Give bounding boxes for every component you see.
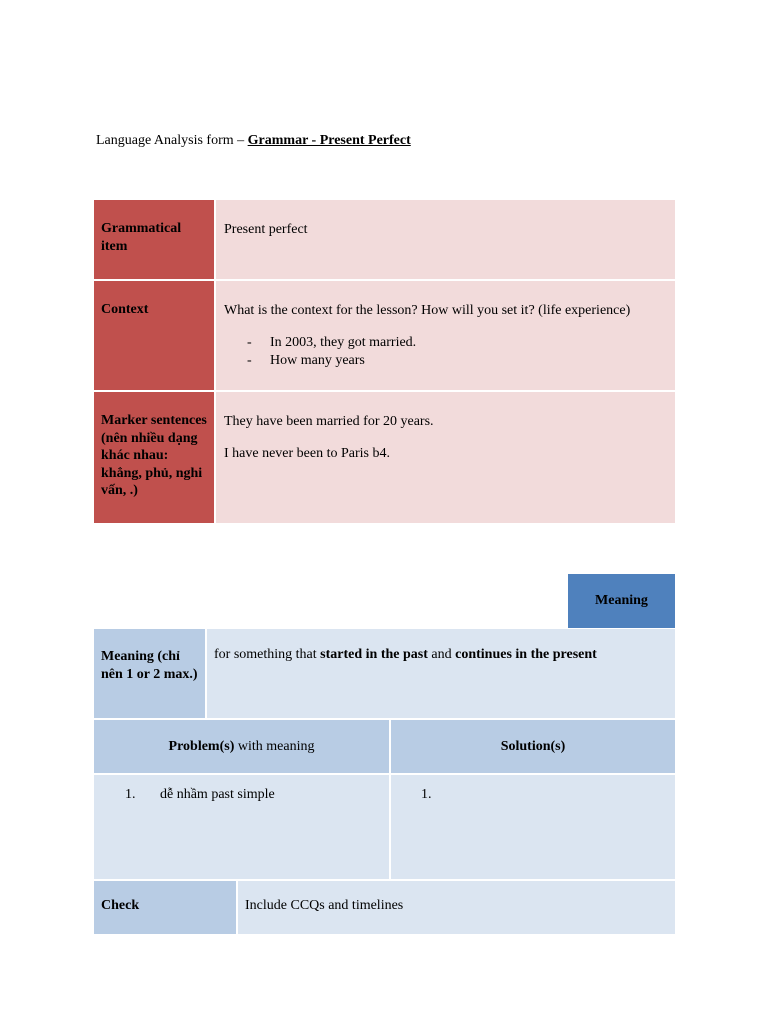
solutions-header (391, 720, 675, 773)
meaning-header (568, 574, 675, 628)
solutions-header-text: Solution(s) (500, 738, 566, 754)
context-label (94, 281, 214, 390)
meaning-text: for something that (214, 647, 321, 662)
form-title-emphasis: Grammar - Present Perfect (247, 133, 411, 148)
marker-sentence: They have been married for 20 years. (224, 414, 434, 429)
meaning-label-text: Meaning (chỉ nên 1 or 2 max.) (101, 649, 198, 682)
meaning-text: and (427, 647, 456, 662)
problem-item-text: dễ nhầm past simple (160, 787, 275, 802)
context-cell (216, 281, 675, 390)
meaning-bold-text: continues in the present (455, 647, 597, 662)
check-value: Include CCQs and timelines (245, 898, 404, 913)
form-title-prefix: Language Analysis form – (96, 133, 248, 148)
grammatical-item-value: Present perfect (224, 222, 308, 237)
check-cell (238, 881, 675, 934)
meaning-bold-text: started in the past (320, 647, 428, 662)
meaning-label (94, 629, 205, 718)
context-bullet-list (224, 334, 667, 370)
problem-item-number: 1. (125, 787, 136, 802)
context-question: What is the context for the lesson? How will you set it? (life experience) (224, 303, 631, 318)
marker-sentence: I have never been to Paris b4. (224, 446, 390, 461)
check-label (94, 881, 236, 934)
context-bullet: - How many years (224, 352, 667, 370)
solution-item-number: 1. (421, 787, 432, 802)
context-label-text: Context (101, 302, 149, 317)
problems-header-rest: with meaning (234, 738, 315, 754)
context-bullet: - In 2003, they got married. (224, 334, 667, 352)
marker-sentences-label (94, 392, 214, 523)
grammatical-item-label-text: Grammatical item (101, 221, 182, 254)
solutions-cell (391, 775, 675, 879)
check-label-text: Check (101, 898, 140, 913)
problems-header-bold: Problem(s) (168, 738, 235, 754)
grammatical-item-label (94, 200, 214, 279)
marker-sentences-label-text: Marker sentences (nên nhiều dạng khác nhau: khẳng, phủ, nghi vấn, .) (101, 413, 207, 498)
grammatical-item-cell (216, 200, 675, 279)
problems-cell (94, 775, 389, 879)
meaning-header-text: Meaning (595, 593, 648, 608)
problems-header (94, 720, 389, 773)
form-title (96, 133, 411, 149)
marker-sentences-cell (216, 392, 675, 523)
meaning-cell (207, 629, 675, 718)
